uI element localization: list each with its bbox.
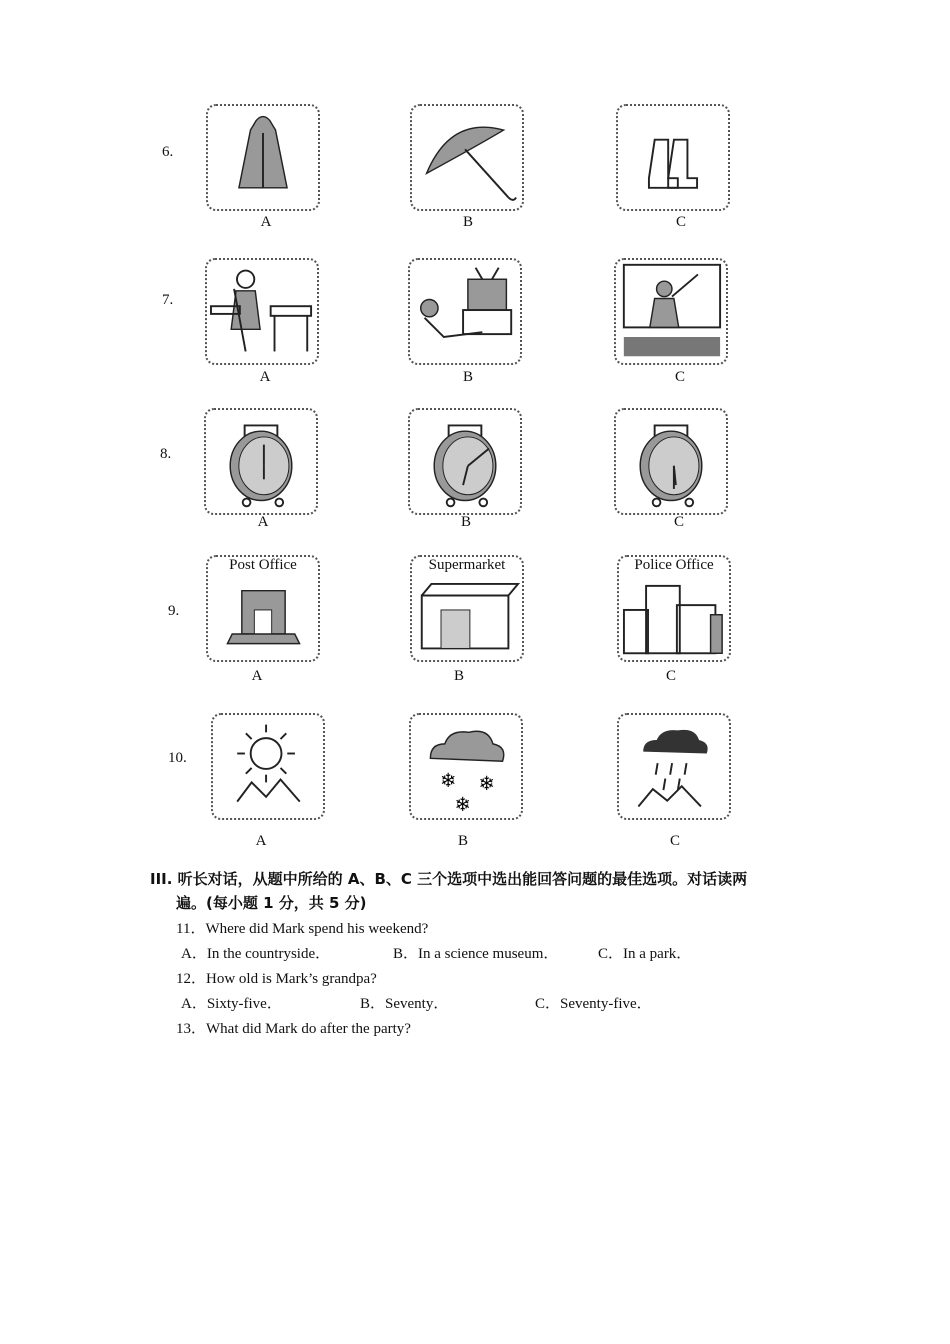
option-label: C <box>675 214 686 230</box>
question-number: 9. <box>168 603 180 619</box>
option-label: C <box>674 369 685 385</box>
girl-cleaning-window-icon <box>616 260 726 363</box>
picture-option-10-c <box>617 713 731 820</box>
girl-sweeping-icon <box>207 260 317 363</box>
option-12c: C．Seventy-five． <box>535 996 652 1012</box>
alarm-clock-six-icon <box>206 410 316 513</box>
picture-option-6-c <box>616 104 730 211</box>
option-label: C <box>669 833 680 849</box>
picture-caption: Supermarket <box>428 557 506 573</box>
picture-caption: Post Office <box>229 557 297 573</box>
picture-option-9-a <box>206 555 320 662</box>
option-11c: C．In a park． <box>598 946 692 962</box>
svg-text:❄: ❄ <box>440 771 457 793</box>
option-label: B <box>462 369 473 385</box>
umbrella-icon <box>412 106 522 209</box>
option-11a: A．In the countryside． <box>181 946 331 962</box>
picture-option-10-b <box>409 713 523 820</box>
option-12a: A．Sixty-five． <box>181 996 282 1012</box>
question-11: 11．Where did Mark spend his weekend? <box>176 921 429 937</box>
option-label: C <box>673 514 684 530</box>
option-label: A <box>259 369 271 385</box>
option-label: A <box>257 514 269 530</box>
option-11b: B．In a science museum． <box>393 946 559 962</box>
picture-option-7-a <box>205 258 319 365</box>
question-number: 6. <box>162 144 174 160</box>
section-heading: III. 听长对话，从题中所给的 A、B、C 三个选项中选出能回答问题的最佳选项。对话读两 <box>150 870 748 888</box>
raincoat-icon <box>208 106 318 209</box>
picture-option-8-a <box>204 408 318 515</box>
picture-caption: Police Office <box>634 557 714 573</box>
girl-watching-tv-icon <box>410 260 520 363</box>
svg-text:❄: ❄ <box>454 795 471 817</box>
option-label: B <box>460 514 471 530</box>
alarm-clock-six-thirty-icon <box>616 410 726 513</box>
question-number: 8. <box>160 446 172 462</box>
picture-option-8-b <box>408 408 522 515</box>
option-12b: B．Seventy． <box>360 996 449 1012</box>
snow-icon <box>411 715 521 818</box>
question-number: 10. <box>168 750 187 766</box>
option-label: B <box>457 833 468 849</box>
rain-boots-icon <box>618 106 728 209</box>
option-label: A <box>260 214 272 230</box>
sun-icon <box>213 715 323 818</box>
picture-option-9-b <box>410 555 524 662</box>
picture-option-6-a <box>206 104 320 211</box>
section-heading-line2: 遍。(每小题 1 分，共 5 分) <box>176 894 367 912</box>
question-number: 7. <box>162 292 174 308</box>
question-12: 12．How old is Mark’s grandpa? <box>176 971 377 987</box>
picture-option-9-c <box>617 555 731 662</box>
picture-option-7-b <box>408 258 522 365</box>
option-label: C <box>665 668 676 684</box>
option-label: B <box>462 214 473 230</box>
picture-option-6-b <box>410 104 524 211</box>
picture-option-8-c <box>614 408 728 515</box>
option-label: A <box>251 668 263 684</box>
option-label: B <box>453 668 464 684</box>
picture-option-10-a <box>211 713 325 820</box>
option-label: A <box>255 833 267 849</box>
alarm-clock-six-ten-icon <box>410 410 520 513</box>
question-13: 13．What did Mark do after the party? <box>176 1021 411 1037</box>
picture-option-7-c <box>614 258 728 365</box>
rain-icon <box>619 715 729 818</box>
svg-text:❄: ❄ <box>478 774 495 796</box>
